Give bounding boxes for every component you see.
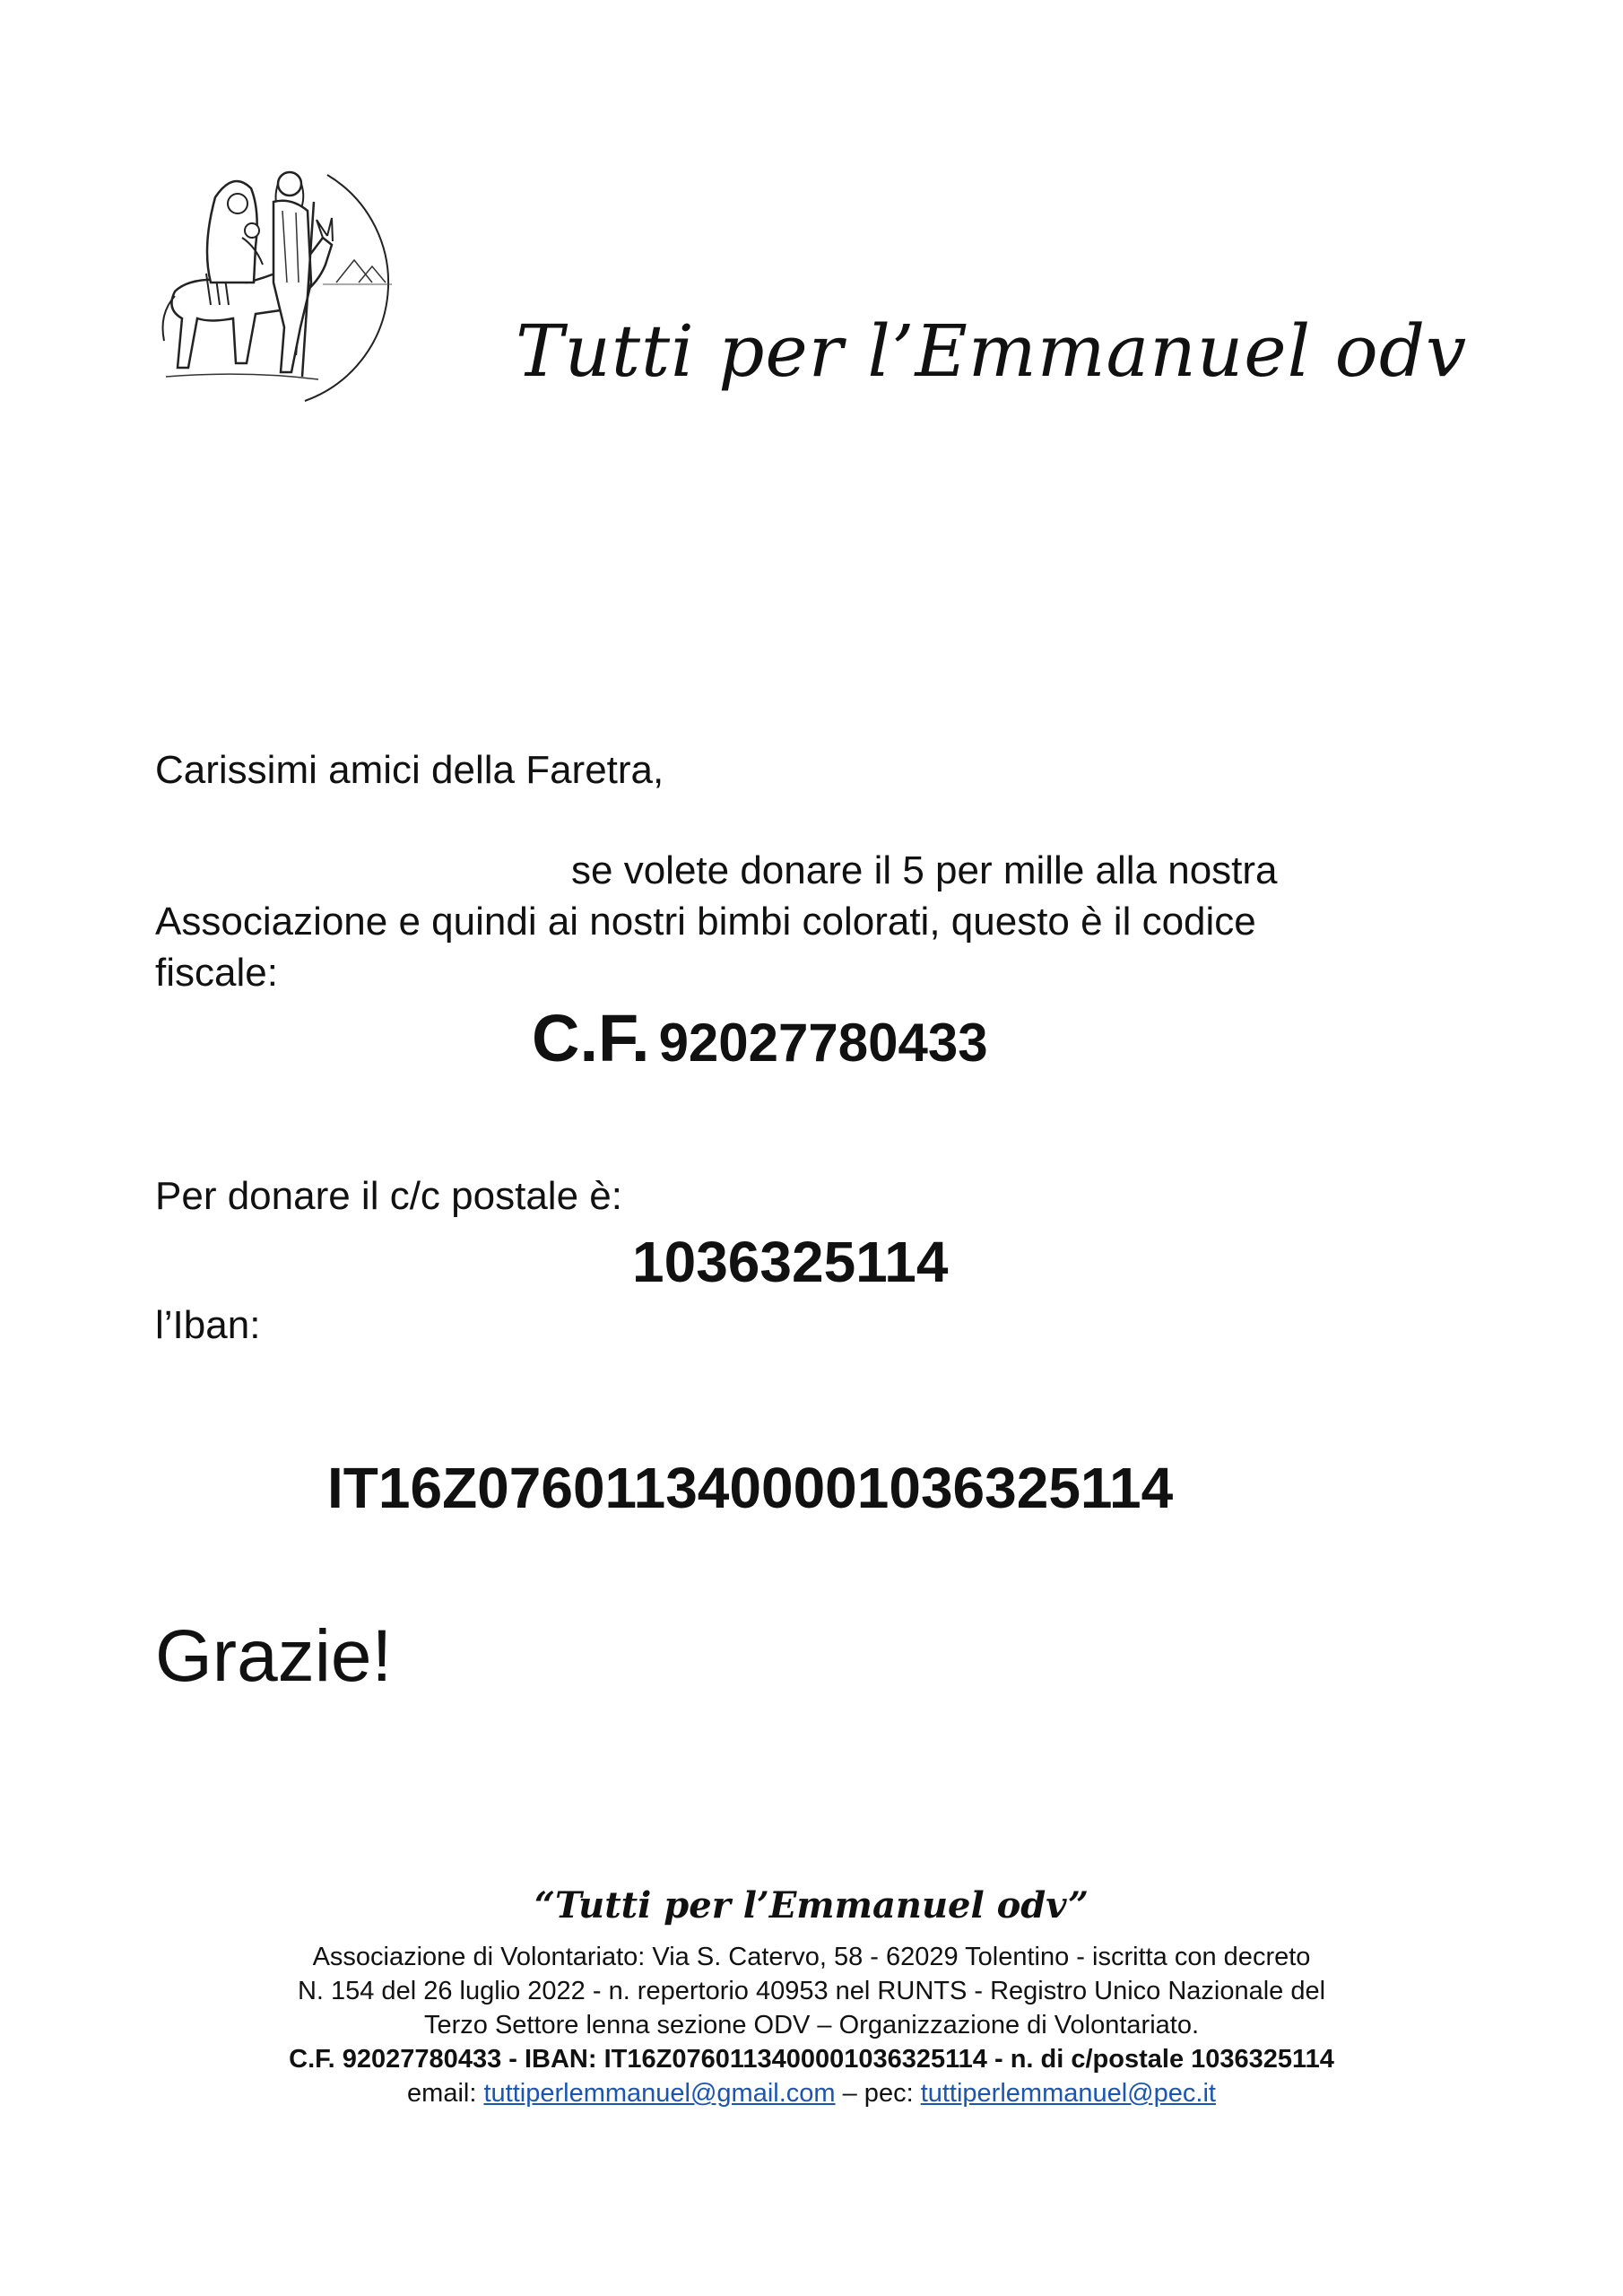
footer xyxy=(139,1879,1484,2110)
footer-sector-line: Terzo Settore lenna sezione ODV – Organizzazione di Volontariato. xyxy=(423,2011,1200,2039)
fiscal-code xyxy=(532,1000,988,1076)
footer-bank-details-line: C.F. 92027780433 - IBAN: IT16Z0760113400001036325114 - n. di c/postale 1036325114 xyxy=(289,2045,1334,2074)
association-name-title: Tutti per l’Emmanuel odv xyxy=(516,309,1468,393)
holy-family-on-donkey-logo xyxy=(148,148,417,408)
postal-account-number: 1036325114 xyxy=(632,1230,949,1294)
footer-address-line: Associazione di Volontariato: Via S. Catervo, 58 - 62029 Tolentino - iscritta con decreto xyxy=(312,1943,1311,1971)
postal-account-label: Per donare il c/c postale è: xyxy=(155,1174,622,1218)
thanks-text: Grazie! xyxy=(155,1615,393,1697)
paragraph-line: Associazione e quindi ai nostri bimbi colorati, questo è il codice xyxy=(155,900,1256,944)
paragraph-line: fiscale: xyxy=(155,951,278,995)
iban-label: l’Iban: xyxy=(155,1303,261,1347)
email-label: email: xyxy=(407,2079,477,2108)
paragraph-line: se volete donare il 5 per mille alla nostra xyxy=(571,848,1278,892)
pec-label: – pec: xyxy=(842,2079,914,2108)
fiscal-code-number: 92027780433 xyxy=(658,1013,988,1073)
footer-title: “Tutti per l’Emmanuel odv” xyxy=(534,1884,1089,1926)
footer-registry-line: N. 154 del 26 luglio 2022 - n. repertorio 40953 nel RUNTS - Registro Unico Nazionale del xyxy=(297,1977,1326,2005)
email-link[interactable]: tuttiperlemmanuel@gmail.com xyxy=(483,2079,836,2108)
iban-number: IT16Z0760113400001036325114 xyxy=(327,1456,1174,1520)
footer-contact-line xyxy=(139,2076,1484,2110)
pec-link[interactable]: tuttiperlemmanuel@pec.it xyxy=(920,2079,1216,2108)
greeting: Carissimi amici della Faretra, xyxy=(155,748,664,792)
fiscal-code-label: C.F. xyxy=(532,1001,650,1075)
